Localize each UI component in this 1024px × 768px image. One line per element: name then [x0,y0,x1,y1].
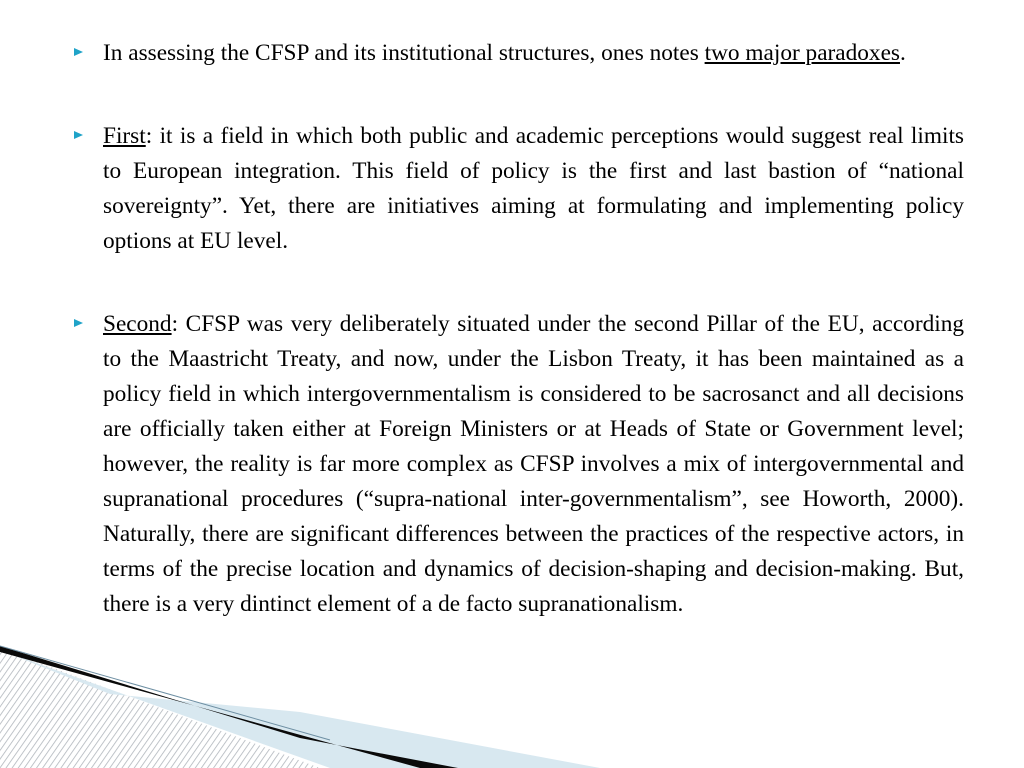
bullet-text-end: . [899,40,906,66]
thin-accent-line [0,646,330,740]
underlined-phrase: Second [103,311,172,337]
bullet-second-paradox [74,307,964,622]
bullet-arrow-icon [74,319,83,327]
bullet-first-paradox [74,119,964,259]
bullet-text: In assessing the CFSP and its institutional structures, ones notes [103,40,705,66]
underlined-phrase: First [103,123,146,149]
slide-body [74,36,964,622]
hatched-corner-shape [0,648,320,768]
light-blue-band [0,650,600,768]
bullet-text: : CFSP was very deliberately situated under the second Pillar of the EU, according to the Maastricht Treaty, and now, under the Lisbon Treaty, it has been maintained as a policy field in which intergovernmentalism is considered to be sacrosanct and all decisions are officially taken either at Foreign Ministers or at Heads of State or Government level; however, the reality is far more complex as CFSP involves a mix of intergovernmental and supranational procedures (“supra-national inter-governmentalism”, see Howorth, 2000). Naturally, there are significant differences between the practices of the respective actors, in terms of the precise location and dynamics of decision-shaping and decision-making. But, there is a very dintinct element of a de facto supranationalism. [103,311,964,617]
bullet-arrow-icon [74,131,83,139]
bullet-arrow-icon [74,48,83,56]
bullet-paradoxes-intro [74,36,964,71]
underlined-phrase: two major paradoxes [704,40,900,66]
dark-wedge [0,646,458,768]
bullet-text: : it is a field in which both public and academic perceptions would suggest real limits to European integration. This field of policy is the first and last bastion of “national sovereignty”. Yet, there are initiatives aiming at formulating and implementing policy options at EU level. [103,123,964,254]
